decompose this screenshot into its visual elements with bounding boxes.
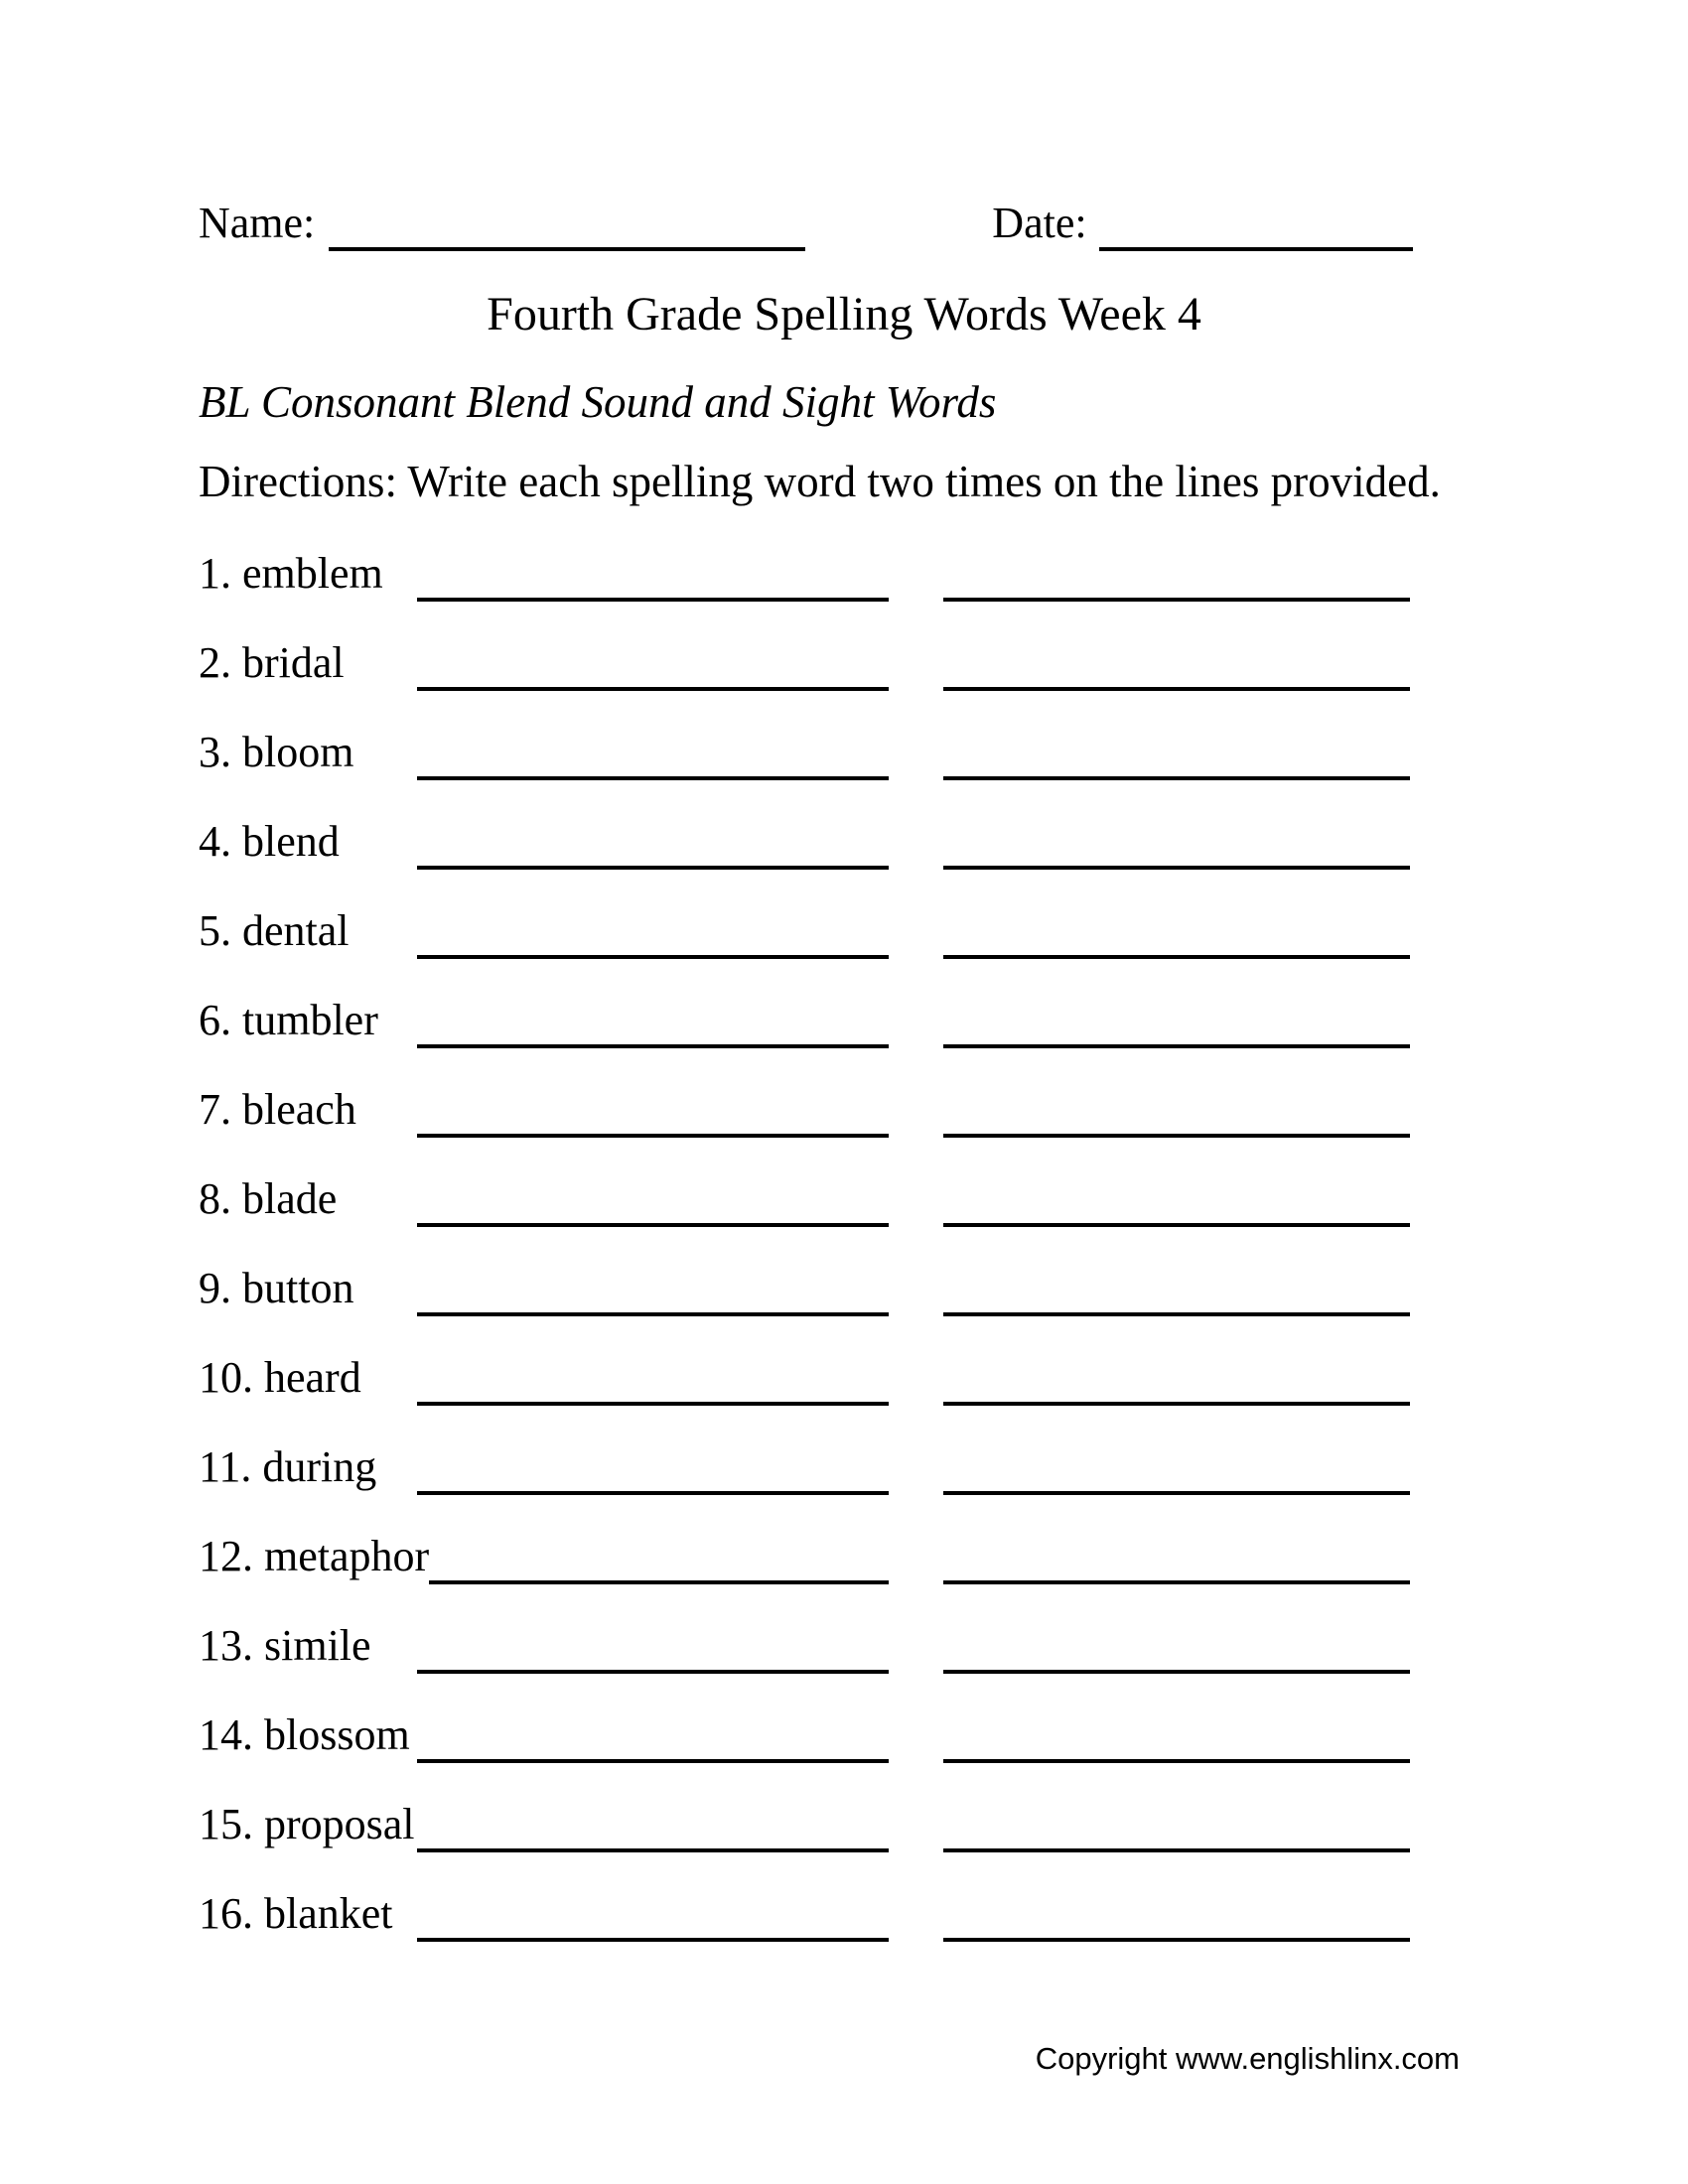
word-text: heard [264, 1353, 361, 1402]
word-number: 2. [199, 638, 231, 687]
word-number: 8. [199, 1174, 231, 1223]
word-row [199, 549, 1410, 641]
word-label [199, 1442, 417, 1491]
word-number: 10. [199, 1353, 253, 1402]
practice-line-2 [943, 955, 1410, 959]
practice-line-1 [417, 1759, 889, 1763]
word-number: 5. [199, 906, 231, 955]
word-text: during [262, 1442, 377, 1491]
word-number: 14. [199, 1710, 253, 1759]
practice-line-1 [417, 1402, 889, 1406]
name-blank-line [329, 247, 805, 251]
word-row [199, 1710, 1410, 1803]
practice-line-1 [417, 1938, 889, 1942]
word-row [199, 1800, 1410, 1892]
word-number: 11. [199, 1442, 252, 1491]
word-number: 6. [199, 996, 231, 1044]
word-text: dental [242, 906, 350, 955]
practice-line-2 [943, 1134, 1410, 1138]
word-row [199, 1621, 1410, 1713]
word-number: 3. [199, 728, 231, 776]
practice-line-1 [417, 1848, 889, 1852]
word-text: blend [242, 817, 340, 866]
word-text: bloom [242, 728, 354, 776]
word-text: bridal [242, 638, 345, 687]
name-label: Name: [199, 199, 316, 247]
word-text: metaphor [264, 1532, 430, 1580]
date-blank-line [1099, 247, 1413, 251]
word-row [199, 1442, 1410, 1535]
word-text: button [242, 1264, 354, 1312]
word-label [199, 1889, 417, 1938]
word-label [199, 1621, 417, 1670]
practice-line-1 [417, 1670, 889, 1674]
word-text: bleach [242, 1085, 356, 1134]
practice-line-2 [943, 1759, 1410, 1763]
practice-line-1 [417, 598, 889, 602]
practice-line-2 [943, 1044, 1410, 1048]
word-text: simile [264, 1621, 371, 1670]
word-label [199, 1174, 417, 1223]
word-text: blossom [264, 1710, 410, 1759]
word-row [199, 1353, 1410, 1445]
word-number: 15. [199, 1800, 253, 1848]
practice-line-2 [943, 1670, 1410, 1674]
word-row [199, 1174, 1410, 1267]
word-row [199, 817, 1410, 909]
word-label [199, 1264, 417, 1312]
practice-line-2 [943, 776, 1410, 780]
word-label [199, 638, 417, 687]
word-row [199, 1085, 1410, 1177]
practice-line-1 [417, 1134, 889, 1138]
practice-line-2 [943, 1580, 1410, 1584]
practice-line-1 [417, 1491, 889, 1495]
word-number: 16. [199, 1889, 253, 1938]
word-number: 13. [199, 1621, 253, 1670]
practice-line-1 [417, 1044, 889, 1048]
practice-line-2 [943, 598, 1410, 602]
word-row [199, 728, 1410, 820]
word-number: 9. [199, 1264, 231, 1312]
practice-line-1 [417, 955, 889, 959]
practice-line-2 [943, 1491, 1410, 1495]
lesson-subtitle: BL Consonant Blend Sound and Sight Words [199, 377, 997, 427]
word-row [199, 906, 1410, 999]
word-text: proposal [264, 1800, 415, 1848]
word-list [199, 549, 1410, 1981]
word-row [199, 996, 1410, 1088]
date-label: Date: [992, 199, 1087, 247]
word-label [199, 1800, 417, 1848]
practice-line-1 [417, 1312, 889, 1316]
page-title: Fourth Grade Spelling Words Week 4 [487, 288, 1201, 341]
practice-line-1 [417, 1223, 889, 1227]
word-label [199, 817, 417, 866]
word-label [199, 1710, 417, 1759]
word-text: blade [242, 1174, 338, 1223]
word-text: emblem [242, 549, 383, 598]
directions-text: Directions: Write each spelling word two times on the lines provided. [199, 457, 1441, 506]
copyright-text: Copyright www.englishlinx.com [1035, 2041, 1460, 2076]
word-text: tumbler [242, 996, 378, 1044]
word-label [199, 906, 417, 955]
practice-line-1 [429, 1580, 889, 1584]
practice-line-1 [417, 687, 889, 691]
practice-line-2 [943, 866, 1410, 870]
header-row [199, 199, 1420, 247]
word-number: 4. [199, 817, 231, 866]
word-row [199, 638, 1410, 731]
word-number: 12. [199, 1532, 253, 1580]
word-text: blanket [264, 1889, 393, 1938]
practice-line-1 [417, 866, 889, 870]
practice-line-2 [943, 1848, 1410, 1852]
practice-line-1 [417, 776, 889, 780]
word-row [199, 1264, 1410, 1356]
word-label [199, 1085, 417, 1134]
word-row [199, 1532, 1410, 1624]
word-label [199, 1532, 430, 1580]
practice-line-2 [943, 1938, 1410, 1942]
word-number: 7. [199, 1085, 231, 1134]
word-label [199, 1353, 417, 1402]
practice-line-2 [943, 1223, 1410, 1227]
practice-line-2 [943, 1402, 1410, 1406]
word-row [199, 1889, 1410, 1981]
word-number: 1. [199, 549, 231, 598]
word-label [199, 728, 417, 776]
word-label [199, 996, 417, 1044]
practice-line-2 [943, 687, 1410, 691]
practice-line-2 [943, 1312, 1410, 1316]
word-label [199, 549, 417, 598]
